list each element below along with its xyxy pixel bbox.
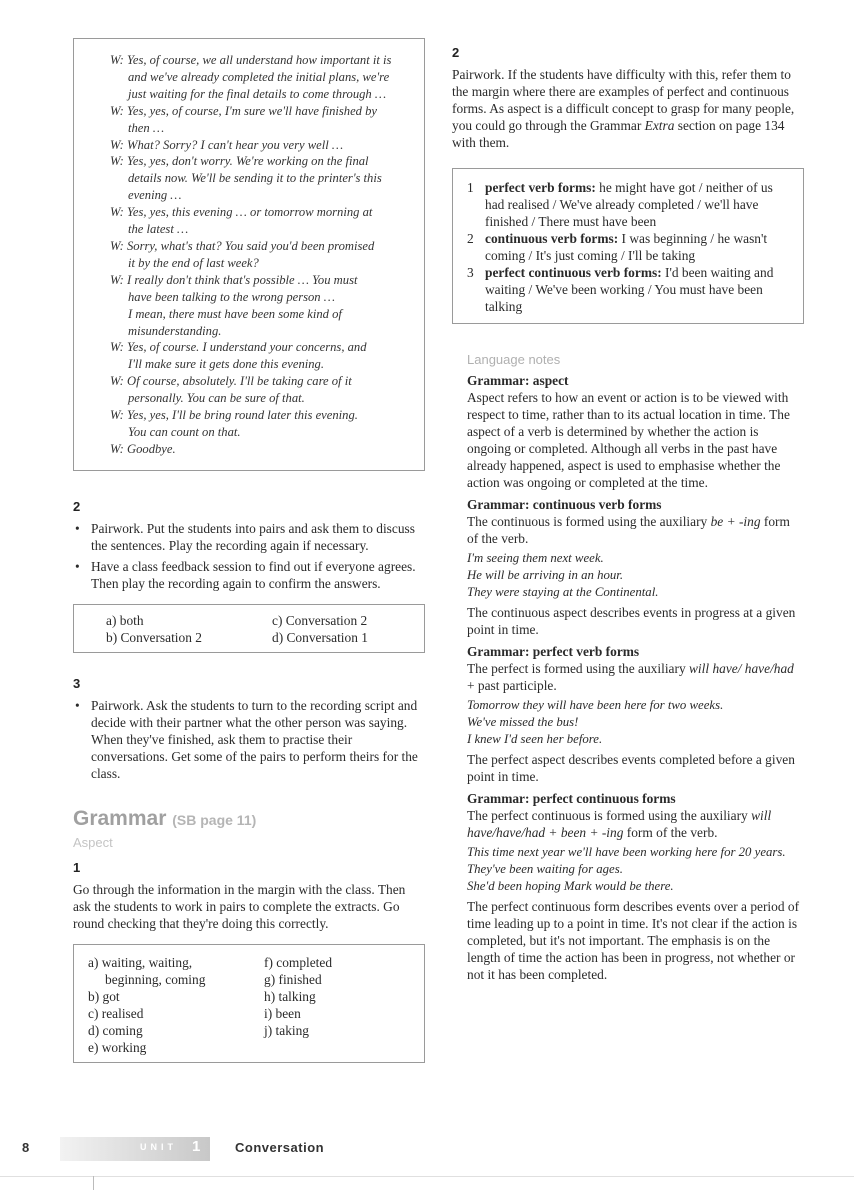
script-line: W: Yes, of course. I understand your concerns, and I'll make sure it gets done this evening. — [110, 340, 367, 372]
bottom-rule — [0, 1176, 854, 1177]
answer-item: f) completed — [264, 954, 333, 970]
grammar-title: Grammar — [73, 806, 167, 830]
exercise-2-section — [73, 498, 425, 653]
answer-item: c) realised — [88, 1005, 144, 1021]
right-column — [452, 44, 804, 983]
answer-item: a) waiting, waiting, — [88, 954, 193, 970]
grammar-page-ref: (SB page 11) — [172, 811, 257, 828]
answer-item: e) working — [88, 1039, 147, 1055]
bottom-tick — [93, 1176, 94, 1190]
note-text: The perfect continuous is formed using the auxiliary will have/have/had + been + -ing form of the verb. — [467, 808, 772, 840]
answer-item: g) finished — [264, 971, 322, 987]
grammar-heading — [73, 806, 425, 830]
answer-box — [73, 944, 425, 1063]
exercise-number: 2 — [452, 45, 460, 60]
answer-item: b) got — [88, 988, 120, 1004]
unit-title: Conversation — [235, 1140, 325, 1155]
example-list: Tomorrow they will have been here for two weeks. We've missed the bus! I knew I'd seen her before. — [467, 698, 724, 746]
note-text: The perfect is formed using the auxiliary will have/ have/had + past participle. — [467, 661, 794, 693]
page-number: 8 — [22, 1140, 30, 1155]
exercise-text: Go through the information in the margin with the class. Then ask the students to work in pairs to complete the extracts. Go round checking that they're doing this correctly. — [73, 881, 406, 931]
answer-item: j) taking — [264, 1022, 309, 1038]
answer-item: d) coming — [88, 1022, 143, 1038]
script-line: W: What? Sorry? I can't hear you very well … — [110, 137, 344, 152]
note-text: The perfect continuous form describes events over a period of time leading up to a point in time. It's not clear if the action is completed, but it's not important. The emphasis is on the length of time the action has been in progress, not whether or not it has been completed. — [467, 899, 800, 982]
recording-script-box — [73, 38, 425, 471]
script-line: W: Yes, yes, don't worry. We're working on the final details now. We'll be sending it to the printer's this evening … — [110, 154, 382, 203]
example-list: I'm seeing them next week. He will be arriving in an hour. They were staying at the Continental. — [467, 551, 659, 599]
bullet-item: • Pairwork. Ask the students to turn to the recording script and decide with their partner what the other person was saying. When they've finished, ask them to practise their conversations. Get some of the pairs to perform theirs for the class. — [73, 697, 425, 782]
unit-bar — [60, 1137, 210, 1161]
script-line: W: I really don't think that's possible … You must have been talking to the wrong person … I mean, there must have been some kind of misunderstanding. — [110, 272, 358, 338]
answer-item — [264, 1039, 414, 1056]
exercise-1-section — [73, 859, 425, 1063]
aspect-subheading: Aspect — [73, 834, 113, 850]
answer-item: c) Conversation 2 — [272, 612, 368, 628]
note-text: The perfect aspect describes events completed before a given point in time. — [467, 752, 795, 784]
note-text: The continuous aspect describes events in progress at a given point in time. — [467, 605, 796, 637]
note-heading: Grammar: perfect verb forms — [467, 644, 640, 659]
example-list: This time next year we'll have been working here for 20 years. They've been waiting for ages. She'd been hoping Mark would be there. — [467, 845, 786, 893]
answer-item: 1 perfect verb forms: he might have got / neither of us had realised / We've already completed / we'll have finished / There must have been — [467, 180, 773, 229]
unit-number: 1 — [192, 1138, 201, 1155]
left-column — [73, 38, 425, 1063]
exercise-3-section — [73, 675, 425, 782]
script-line: W: Yes, yes, I'll be bring round later this evening. You can count on that. — [110, 408, 358, 439]
note-heading: Grammar: aspect — [467, 373, 569, 388]
answer-item: a) both — [106, 612, 144, 628]
script-line: W: Yes, yes, of course, I'm sure we'll have finished by then … — [110, 103, 378, 135]
answer-item: d) Conversation 1 — [272, 629, 368, 645]
answer-box — [452, 168, 804, 324]
answer-item: i) been — [264, 1005, 301, 1021]
note-heading: Grammar: continuous verb forms — [467, 497, 662, 512]
script-line: W: Yes, of course, we all understand how important it is and we've already completed the initial plans, we're just waiting for the final details to come through … — [110, 53, 392, 101]
unit-label: UNIT — [140, 1142, 177, 1152]
script-line: W: Goodbye. — [110, 441, 176, 456]
script-line: W: Sorry, what's that? You said you'd been promised it by the end of last week? — [110, 238, 375, 270]
script-line: W: Of course, absolutely. I'll be taking care of it personally. You can be sure of that. — [110, 374, 352, 406]
answer-item: 2 continuous verb forms: I was beginning / he wasn't coming / It's just coming / I'll be taking — [467, 231, 768, 263]
bullet-item: • Pairwork. Put the students into pairs and ask them to discuss the sentences. Play the recording again if necessary. — [73, 520, 425, 554]
note-text: Aspect refers to how an event or action is to be viewed with respect to time, rather than to its actual location in time. The aspect of a verb is determined by whether the action is ongoing or completed. Although all verbs in the past have already happened, aspect is used to emphasise whether the action was ongoing or completed at the time. — [467, 390, 790, 490]
note-heading: Grammar: perfect continuous forms — [467, 791, 676, 806]
note-text: The continuous is formed using the auxiliary be + -ing form of the verb. — [467, 514, 790, 546]
script-line: W: Yes, yes, this evening … or tomorrow morning at the latest … — [110, 205, 373, 237]
language-notes-title: Language notes — [467, 352, 561, 367]
answer-item: 3 perfect continuous verb forms: I'd been waiting and waiting / We've been working / You must have been talking — [467, 265, 774, 314]
exercise-number: 1 — [73, 859, 81, 875]
answer-box — [73, 604, 425, 653]
exercise-number: 2 — [73, 498, 81, 514]
exercise-number: 3 — [73, 675, 81, 691]
language-notes — [452, 372, 804, 983]
exercise-text: Pairwork. If the students have difficulty with this, refer them to the margin where there are examples of perfect and continuous forms. As aspect is a difficult concept to grasp for many people, you could go through the Grammar Extra section on page 134 with them. — [452, 67, 795, 150]
answer-item: h) talking — [264, 988, 316, 1004]
answer-item: b) Conversation 2 — [106, 629, 202, 645]
bullet-item: • Have a class feedback session to find out if everyone agrees. Then play the recording again to confirm the answers. — [73, 558, 425, 592]
page-footer — [0, 1134, 854, 1164]
answer-item: beginning, coming — [105, 971, 206, 987]
